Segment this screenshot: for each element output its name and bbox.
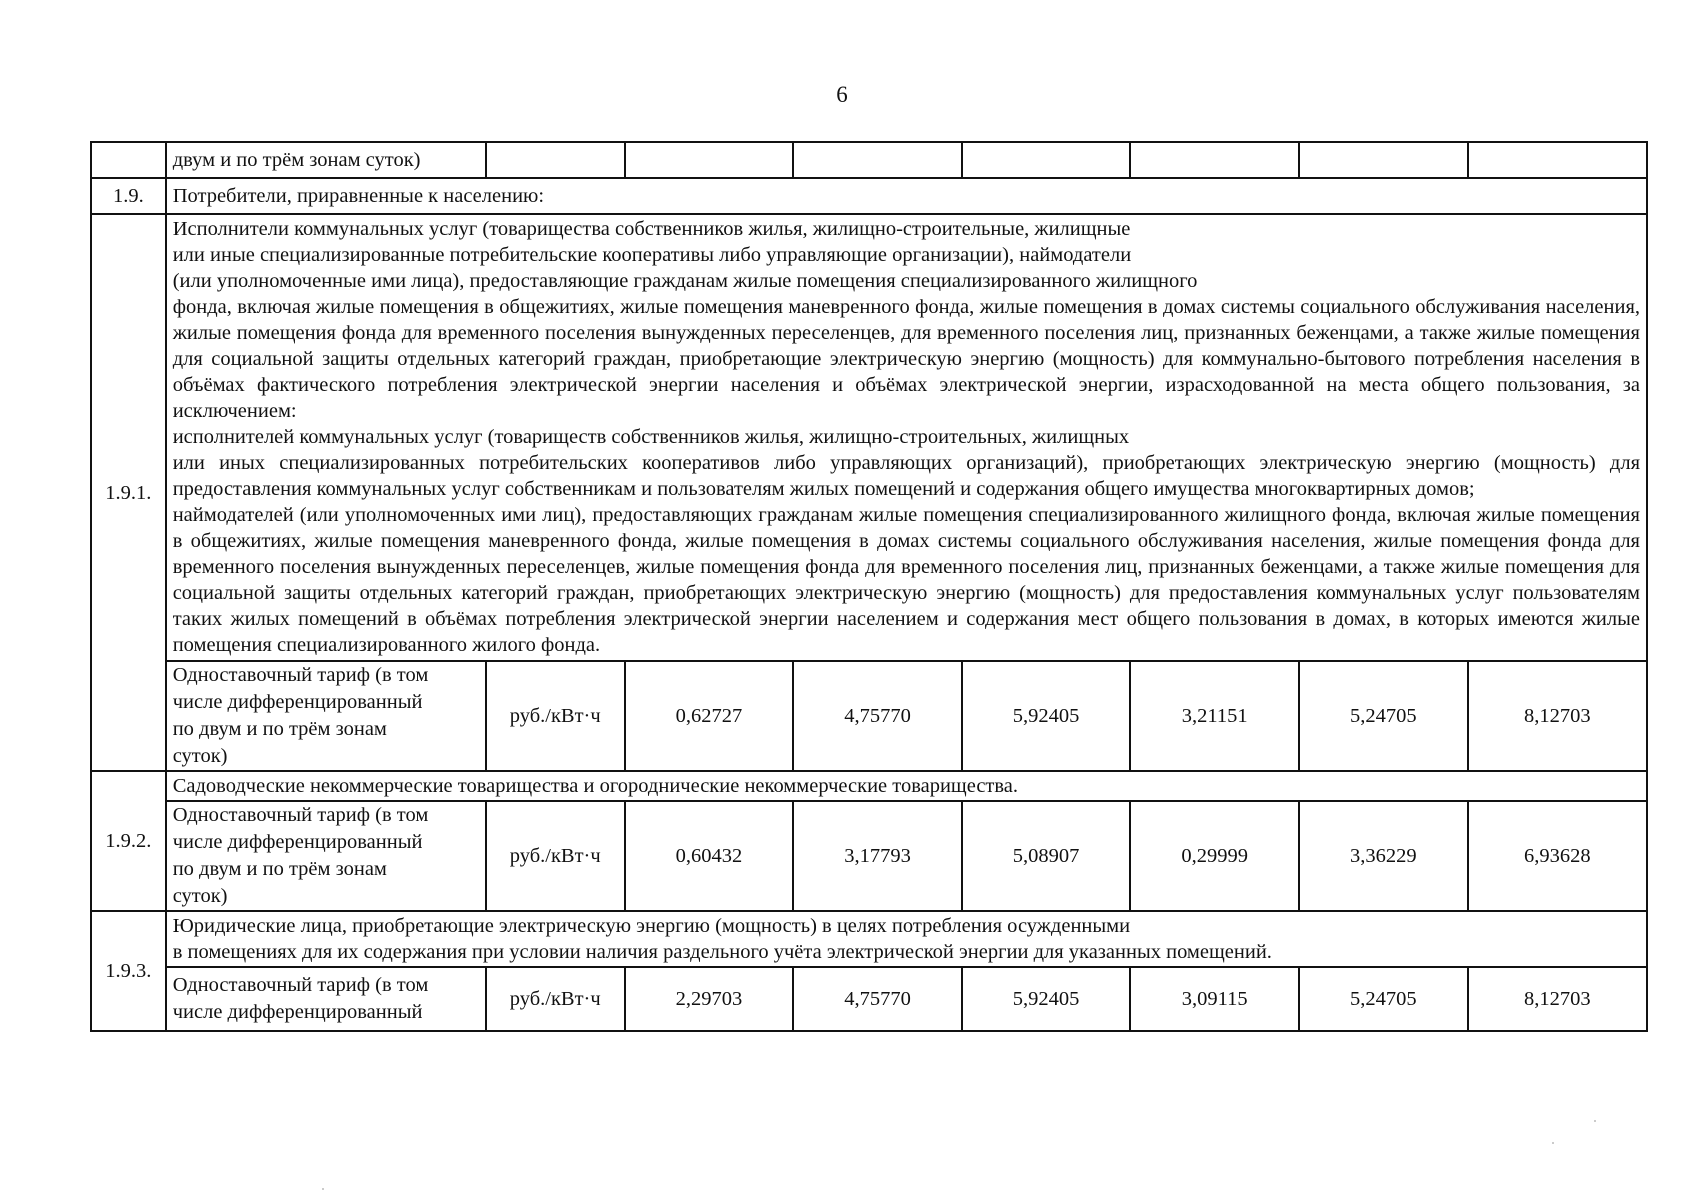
tariff-name-line: Одноставочный тариф (в том [172, 974, 429, 996]
value-cell: 2,29703 [625, 967, 794, 1031]
category-description: Садоводческие некоммерческие товарищества и огороднические некоммерческие товарищества. [166, 771, 1647, 801]
row-number: 1.9.2. [91, 771, 166, 911]
tariff-name-line: числе дифференцированный [172, 691, 423, 713]
value-cell: 3,09115 [1130, 967, 1299, 1031]
tariff-name-cell [166, 967, 486, 1031]
description-paragraph: фонда, включая жилые помещения в общежитиях, жилые помещения маневренного фонда, жилые помещения в домах системы социального обслуживания населения, жилые помещения фонда для временного поселения вынужденных переселенцев, для временного поселения лиц, признанных беженцами, а также жилые помещения для социальной защиты отдельных категорий граждан, приобретающие электрическую энергию (мощность) для коммунально-бытового потребления населения в объёмах фактического потребления электрической энергии населения и объёмах электрической энергии, израсходованной на места общего пользования, за исключением: [172, 296, 1640, 422]
tariff-name-cell: двум и по трём зонам суток) [166, 142, 486, 178]
tariff-name-line: Одноставочный тариф (в том [172, 804, 429, 826]
value-cell: 0,62727 [625, 661, 794, 771]
value-cell: 0,29999 [1130, 801, 1299, 911]
value-cell: 3,17793 [793, 801, 962, 911]
table-row-1-9-1-tariff [91, 661, 1647, 771]
value-cell: 5,92405 [962, 661, 1131, 771]
value-cell [793, 142, 962, 178]
value-cell: 5,24705 [1299, 967, 1468, 1031]
table-row-1-9-2-tariff [91, 801, 1647, 911]
tariff-table [90, 141, 1648, 1032]
page-number: 6 [836, 82, 848, 107]
table-row-1-9-3-tariff [91, 967, 1647, 1031]
section-heading: Потребители, приравненные к населению: [166, 178, 1647, 214]
scan-speck [322, 1188, 324, 1190]
value-cell: 5,08907 [962, 801, 1131, 911]
tariff-name-line: числе дифференцированный [172, 1001, 423, 1023]
value-cell: 4,75770 [793, 661, 962, 771]
scan-speck [1552, 1142, 1554, 1144]
unit-cell: руб./кВт·ч [486, 967, 625, 1031]
table-row-continuation [91, 142, 1647, 178]
tariff-name-line: по двум и по трём зонам [172, 858, 387, 880]
unit-cell: руб./кВт·ч [486, 661, 625, 771]
description-line: исполнителей коммунальных услуг (товариществ собственников жилья, жилищно-строительных, жилищных [172, 426, 1130, 448]
row-number: 1.9. [91, 178, 166, 214]
number-cell [91, 142, 166, 178]
tariff-name-cell [166, 801, 486, 911]
table-row-1-9-3-description [91, 911, 1647, 967]
value-cell: 5,24705 [1299, 661, 1468, 771]
description-paragraph: или иных специализированных потребительских кооперативов либо управляющих организаций), приобретающих электрическую энергию (мощность) для предоставления коммунальных услуг собственникам и пользователям жилых помещений и содержания общего имущества многоквартирных домов; [172, 452, 1640, 500]
value-cell: 8,12703 [1468, 661, 1647, 771]
row-number: 1.9.1. [91, 214, 166, 771]
category-description [166, 911, 1647, 967]
tariff-name-line: Одноставочный тариф (в том [172, 664, 429, 686]
value-cell [962, 142, 1131, 178]
tariff-name-line: числе дифференцированный [172, 831, 423, 853]
description-line: в помещениях для их содержания при условии наличия раздельного учёта электрической энергии для указанных помещений. [172, 941, 1272, 963]
description-line: Юридические лица, приобретающие электрическую энергию (мощность) в целях потребления осужденными [172, 915, 1131, 937]
tariff-name-line: суток) [172, 885, 228, 907]
value-cell: 3,36229 [1299, 801, 1468, 911]
description-line: Исполнители коммунальных услуг (товарищества собственников жилья, жилищно-строительные, жилищные [172, 218, 1131, 240]
unit-cell: руб./кВт·ч [486, 801, 625, 911]
value-cell: 0,60432 [625, 801, 794, 911]
value-cell [1299, 142, 1468, 178]
category-description [166, 214, 1647, 661]
table-row-1-9-2-description [91, 771, 1647, 801]
value-cell [1130, 142, 1299, 178]
value-cell: 6,93628 [1468, 801, 1647, 911]
table-row-1-9-1-description [91, 214, 1647, 661]
value-cell [1468, 142, 1647, 178]
table-row-1-9 [91, 178, 1647, 214]
description-line: или иные специализированные потребительские кооперативы либо управляющие организации), наймодатели [172, 244, 1132, 266]
row-number: 1.9.3. [91, 911, 166, 1031]
tariff-name-cell [166, 661, 486, 771]
value-cell: 5,92405 [962, 967, 1131, 1031]
value-cell [625, 142, 794, 178]
unit-cell [486, 142, 625, 178]
value-cell: 4,75770 [793, 967, 962, 1031]
value-cell: 8,12703 [1468, 967, 1647, 1031]
scan-speck [1594, 1120, 1596, 1122]
value-cell: 3,21151 [1130, 661, 1299, 771]
tariff-name-line: по двум и по трём зонам [172, 718, 387, 740]
description-line: (или уполномоченные ими лица), предоставляющие гражданам жилые помещения специализированного жилищного [172, 270, 1198, 292]
tariff-name-line: суток) [172, 745, 228, 767]
description-paragraph: наймодателей (или уполномоченных ими лиц), предоставляющих гражданам жилые помещения специализированного жилищного фонда, включая жилые помещения в общежитиях, жилые помещения маневренного фонда, жилые помещения в домах системы социального обслуживания населения, жилые помещения фонда для временного поселения вынужденных переселенцев, жилые помещения фонда для временного поселения лиц, признанных беженцами, а также жилые помещения для социальной защиты отдельных категорий граждан, приобретающих электрическую энергию (мощность) для предоставления коммунальных услуг пользователям таких жилых помещений в объёмах потребления электрической энергии населением и содержания мест общего пользования в домах, в которых имеются жилые помещения специализированного жилого фонда. [172, 504, 1640, 656]
